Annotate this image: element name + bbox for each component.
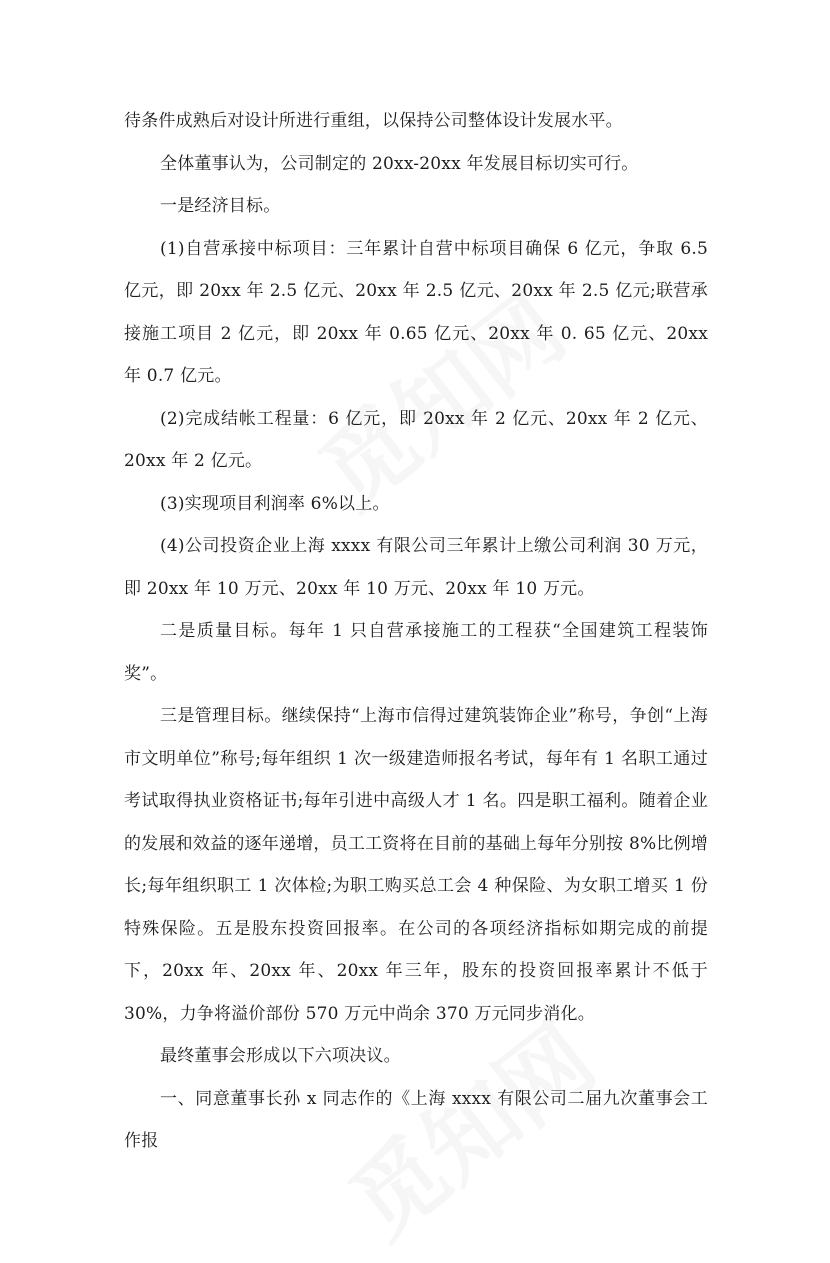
paragraph: 一、同意董事长孙 x 同志作的《上海 xxxx 有限公司二届九次董事会工作报 — [124, 1088, 708, 1151]
paragraph: 二是质量目标。每年 1 只自营承接施工的工程获“全国建筑工程装饰奖”。 — [124, 621, 708, 684]
paragraph: (2)完成结帐工程量：6 亿元，即 20xx 年 2 亿元、20xx 年 2 亿元、20xx 年 2 亿元。 — [124, 408, 708, 471]
body-text — [124, 100, 708, 1163]
paragraph: 待条件成熟后对设计所进行重组，以保持公司整体设计发展水平。 — [124, 111, 623, 131]
paragraph: 一是经济目标。 — [160, 196, 281, 216]
paragraph: (4)公司投资企业上海 xxxx 有限公司三年累计上缴公司利润 30 万元，即 20xx 年 10 万元、20xx 年 10 万元、20xx 年 10 万元。 — [124, 536, 708, 599]
paragraph: 三是管理目标。继续保持“上海市信得过建筑装饰企业”称号，争创“上海市文明单位”称号;每年组织 1 次一级建造师报名考试，每年有 1 名职工通过考试取得执业资格证书;每年引进中高级人才 1 名。四是职工福利。随着企业的发展和效益的逐年递增，员工工资将在目前的基础上每年分别按 8%比例增长;每年组织职工 1 次体检;为职工购买总工会 4 种保险、为女职工增买 1 份特殊保险。五是股东投资回报率。在公司的各项经济指标如期完成的前提下，20xx 年、20xx 年、20xx 年三年，股东的投资回报率累计不低于 30%，力争将溢价部份 570 万元中尚余 370 万元同步消化。 — [124, 706, 708, 1024]
paragraph: 最终董事会形成以下六项决议。 — [160, 1046, 401, 1066]
paragraph: (1)自营承接中标项目：三年累计自营中标项目确保 6 亿元，争取 6.5 亿元，即 20xx 年 2.5 亿元、20xx 年 2.5 亿元、20xx 年 2.5 亿元;联营承接施工项目 2 亿元，即 20xx 年 0.65 亿元、20xx 年 0. 65 亿元、20xx 年 0.7 亿元。 — [124, 238, 708, 386]
paragraph: 全体董事认为，公司制定的 20xx-20xx 年发展目标切实可行。 — [160, 153, 639, 174]
paragraph: (3)实现项目利润率 6%以上。 — [160, 493, 390, 514]
